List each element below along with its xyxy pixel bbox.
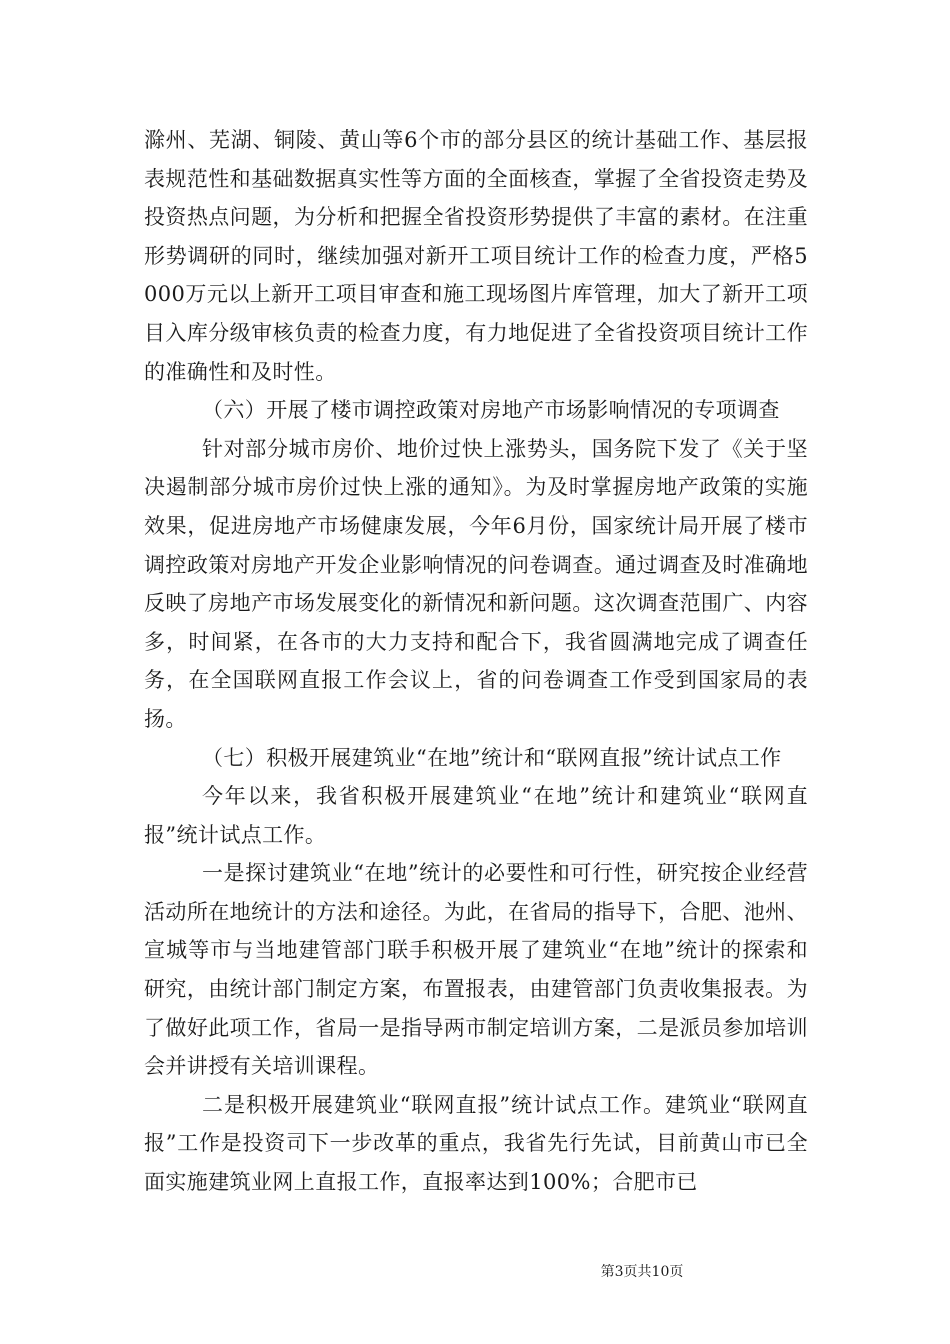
paragraph-2: 针对部分城市房价、地价过快上涨势头，国务院下发了《关于坚决遏制部分城市房价过快上涨的通知》。为及时掌握房地产政策的实施效果，促进房地产市场健康发展，今年6月份，国家统计局开展了楼市调控政策对房地产开发企业影响情况的问卷调查。通过调查及时准确地反映了房地产市场发展变化的新情况和新问题。这次调查范围广、内容多，时间紧，在各市的大力支持和配合下，我省圆满地完成了调查任务，在全国联网直报工作会议上，省的问卷调查工作受到国家局的表扬。 bbox=[144, 436, 808, 731]
page-number-footer: 第3页共10页 bbox=[600, 1264, 684, 1280]
paragraph-1: 滁州、芜湖、铜陵、黄山等6个市的部分县区的统计基础工作、基层报表规范性和基础数据真实性等方面的全面核查，掌握了全省投资走势及投资热点问题，为分析和把握全省投资形势提供了丰富的素材。在注重形势调研的同时，继续加强对新开工项目统计工作的检查力度，严格5000万元以上新开工项目审查和施工现场图片库管理，加大了新开工项目入库分级审核负责的检查力度，有力地促进了全省投资项目统计工作的准确性和及时性。 bbox=[144, 128, 808, 384]
paragraph-5: 二是积极开展建筑业“联网直报”统计试点工作。建筑业“联网直报”工作是投资司下一步改革的重点，我省先行先试，目前黄山市已全面实施建筑业网上直报工作，直报率达到100%；合肥市已 bbox=[144, 1092, 808, 1195]
document-body bbox=[144, 121, 808, 1202]
paragraph-3: 今年以来，我省积极开展建筑业“在地”统计和建筑业“联网直报”统计试点工作。 bbox=[144, 784, 808, 847]
section-heading-6: （六）开展了楼市调控政策对房地产市场影响情况的专项调查 bbox=[202, 398, 780, 423]
section-heading-7: （七）积极开展建筑业“在地”统计和“联网直报”统计试点工作 bbox=[202, 745, 782, 770]
paragraph-4: 一是探讨建筑业“在地”统计的必要性和可行性，研究按企业经营活动所在地统计的方法和途径。为此，在省局的指导下，合肥、池州、宣城等市与当地建管部门联手积极开展了建筑业“在地”统计的探索和研究，由统计部门制定方案，布置报表，由建管部门负责收集报表。为了做好此项工作，省局一是指导两市制定培训方案，二是派员参加培训会并讲授有关培训课程。 bbox=[144, 861, 808, 1079]
